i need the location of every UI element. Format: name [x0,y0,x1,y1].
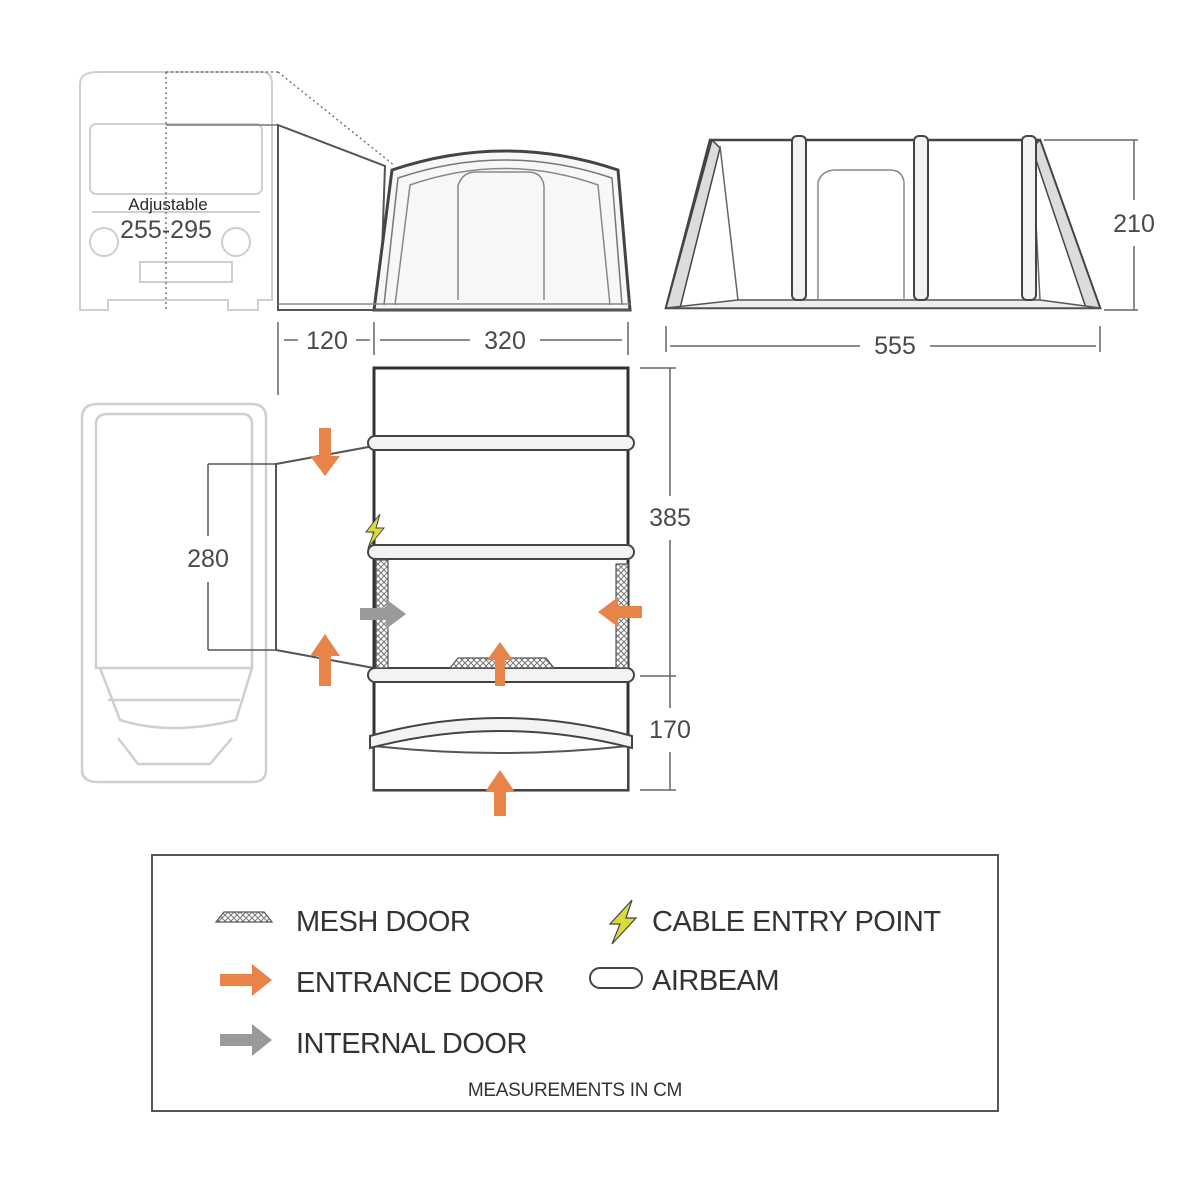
front-view [666,136,1155,360]
connector-tunnel [278,125,385,310]
dim-depth-main: 385 [649,504,691,532]
side-view [80,72,630,395]
legend-box [152,855,998,1111]
airbeam-2 [368,545,634,559]
adjustable-label: Adjustable [128,195,208,214]
dim-connector-width: 280 [187,545,229,573]
adjustable-range: 255-295 [120,216,212,244]
legend-label-mesh-door: MESH DOOR [296,906,471,938]
airbeam-icon [590,968,642,988]
legend-label-cable-entry: CABLE ENTRY POINT [652,906,941,938]
legend-note: MEASUREMENTS IN CM [467,1080,683,1101]
dim-connector: 120 [306,327,348,355]
legend-label-entrance-door: ENTRANCE DOOR [296,967,545,999]
dim-front-height: 210 [1113,210,1155,238]
vehicle-front-outline [80,72,272,310]
vehicle-top-outline [82,404,266,782]
plan-view [82,368,691,816]
dim-depth-porch: 170 [649,716,691,744]
dim-main-width: 320 [484,327,526,355]
legend-label-airbeam: AIRBEAM [652,965,780,997]
airbeam-1 [368,436,634,450]
mesh-door-icon [216,912,272,922]
dim-front-length: 555 [874,332,916,360]
legend [152,855,998,1111]
legend-label-internal-door: INTERNAL DOOR [296,1028,527,1060]
